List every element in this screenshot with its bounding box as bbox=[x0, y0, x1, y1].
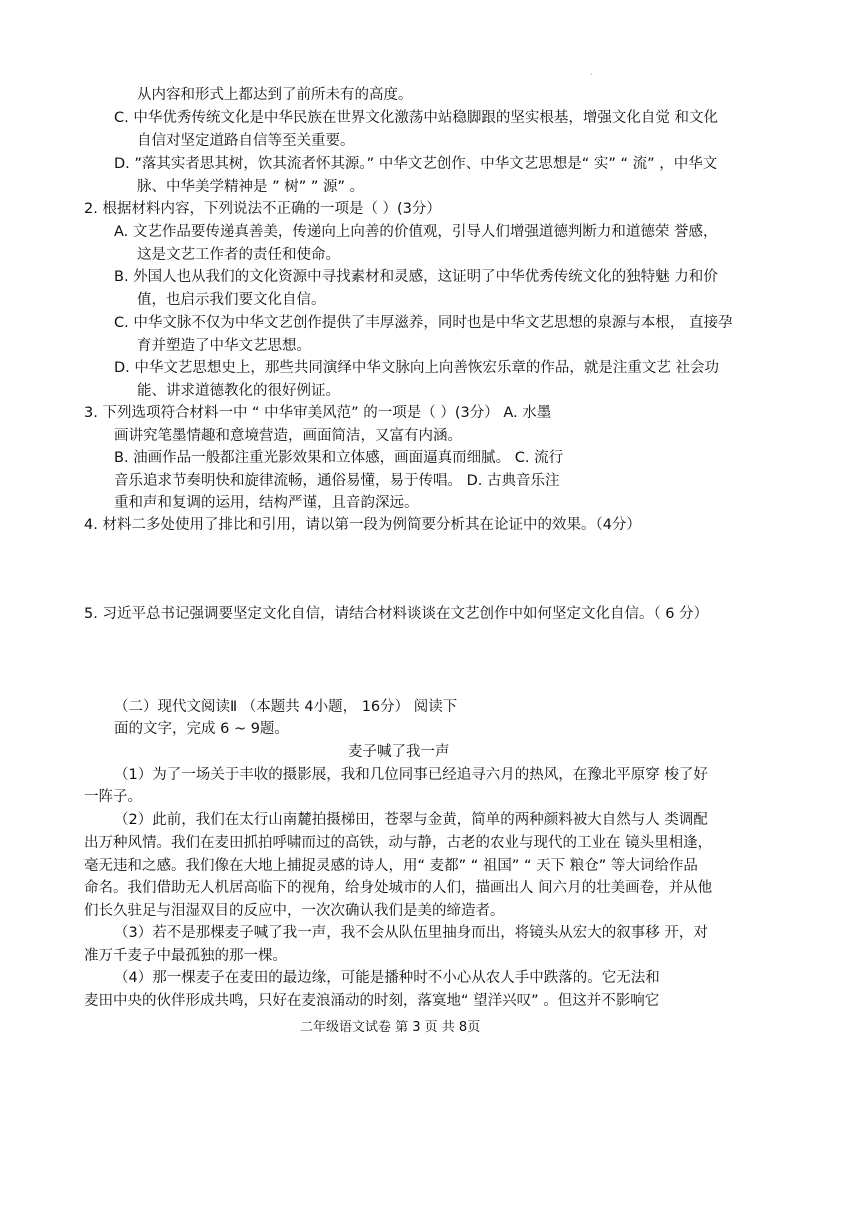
q3-line-3: B. 油画作品一般都注重光影效果和立体感，画面逼真而细腻。 C. 流行 bbox=[114, 450, 564, 466]
q2-option-b-line-1: B. 外国人也从我们的文化资源中寻找素材和灵感，这证明了中华优秀传统文化的独特魅 力和价 bbox=[114, 269, 718, 285]
q2-option-a-line-2: 这是文艺工作者的责任和使命。 bbox=[137, 247, 340, 263]
paragraph-2-line-5: 们长久驻足与泪湿双目的反应中，一次次确认我们是美的缔造者。 bbox=[84, 903, 505, 919]
q3-line-5: 重和声和复调的运用，结构严谨，且音韵深远。 bbox=[114, 495, 419, 511]
page-footer: 二年级语文试卷 第 3 页 共 8页 bbox=[300, 1020, 481, 1035]
q2-option-c-line-1: C. 中华文脉不仅为中华文艺创作提供了丰厚滋养，同时也是中华文艺思想的泉源与本根， 直接孕 bbox=[114, 315, 733, 331]
paragraph-2-line-4: 命名。我们借助无人机居高临下的视角，给身处城市的人们，描画出人 间六月的壮美画卷，并从他 bbox=[84, 880, 713, 896]
q2-option-d-line-2: 能、讲求道德教化的很好例证。 bbox=[137, 383, 340, 399]
question-4: 4. 材料二多处使用了排比和引用，请以第一段为例简要分析其在论证中的效果。（4分） bbox=[84, 517, 641, 533]
paragraph-2-line-1: （2）此前，我们在太行山南麓拍摄梯田，苍翠与金黄，简单的两种颜料被大自然与人 类调配 bbox=[114, 812, 708, 828]
section-heading-line-2: 面的文字，完成 6 ~ 9题。 bbox=[114, 721, 289, 737]
paragraph-4-line-2: 麦田中央的伙伴形成共鸣，只好在麦浪涌动的时刻，落寞地“ 望洋兴叹” 。但这并不影响它 bbox=[84, 993, 660, 1009]
option-d-line-2: 脉、中华美学精神是 ” 树” ” 源” 。 bbox=[137, 179, 365, 195]
paragraph-3-line-2: 准万千麦子中最孤独的那一棵。 bbox=[84, 948, 287, 964]
option-c-line-2: 自信对坚定道路自信等至关重要。 bbox=[137, 133, 355, 149]
paragraph-4-line-1: （4）那一棵麦子在麦田的最边缘，可能是播种时不小心从农人手中跌落的。它无法和 bbox=[114, 970, 660, 986]
option-d-line-1: D. ”落其实者思其树，饮其流者怀其源。” 中华文艺创作、中华文艺思想是“ 实” “ 流” ，中华文 bbox=[114, 156, 718, 172]
q3-line-2: 画讲究笔墨情趣和意境营造，画面简洁，又富有内涵。 bbox=[114, 428, 462, 444]
paragraph-2-line-3: 毫无违和之感。我们像在大地上捕捉灵感的诗人，用“ 麦都” “ 祖国” “ 天下 粮仓” 等大词给作品 bbox=[84, 858, 698, 874]
paragraph-3-line-1: （3）若不是那棵麦子喊了我一声，我不会从队伍里抽身而出，将镜头从宏大的叙事移 开，对 bbox=[114, 925, 708, 941]
paragraph-1-line-2: 一阵子。 bbox=[84, 789, 142, 805]
paragraph-1-line-1: （1）为了一场关于丰收的摄影展，我和几位同事已经追寻六月的热风，在豫北平原穿 梭了好 bbox=[114, 767, 708, 783]
question-3-stem: 3. 下列选项符合材料一中 “ 中华审美风范” 的一项是（ ）(3分） A. 水墨 bbox=[84, 405, 552, 421]
q3-line-4: 音乐追求节奏明快和旋律流畅，通俗易懂，易于传唱。 D. 古典音乐注 bbox=[114, 473, 560, 489]
q2-option-c-line-2: 育并塑造了中华文艺思想。 bbox=[137, 338, 311, 354]
paragraph-2-line-2: 出万种风情。我们在麦田抓拍呼啸而过的高铁，动与静，古老的农业与现代的工业在 镜头里相逢， bbox=[84, 835, 713, 851]
option-c-line-1: C. 中华优秀传统文化是中华民族在世界文化激荡中站稳脚跟的坚实根基，增强文化自觉 和文化 bbox=[114, 110, 718, 126]
option-b-line-2: 从内容和形式上都达到了前所未有的高度。 bbox=[137, 87, 413, 103]
question-5: 5. 习近平总书记强调要坚定文化自信，请结合材料谈谈在文艺创作中如何坚定文化自信。（ 6 分） bbox=[84, 606, 709, 622]
q2-option-d-line-1: D. 中华文艺思想史上，那些共同演绎中华文脉向上向善恢宏乐章的作品，就是注重文艺 社会功 bbox=[114, 360, 719, 376]
article-title: 麦子喊了我一声 bbox=[348, 744, 450, 760]
scan-mark: · bbox=[590, 70, 593, 79]
section-heading-line-1: （二）现代文阅读Ⅱ （本题共 4小题， 16分） 阅读下 bbox=[114, 699, 458, 715]
question-2-stem: 2. 根据材料内容，下列说法不正确的一项是（ ）(3分） bbox=[84, 201, 441, 217]
q2-option-b-line-2: 值，也启示我们要文化自信。 bbox=[137, 292, 326, 308]
q2-option-a-line-1: A. 文艺作品要传递真善美，传递向上向善的价值观，引导人们增强道德判断力和道德荣 誉感， bbox=[114, 224, 718, 240]
